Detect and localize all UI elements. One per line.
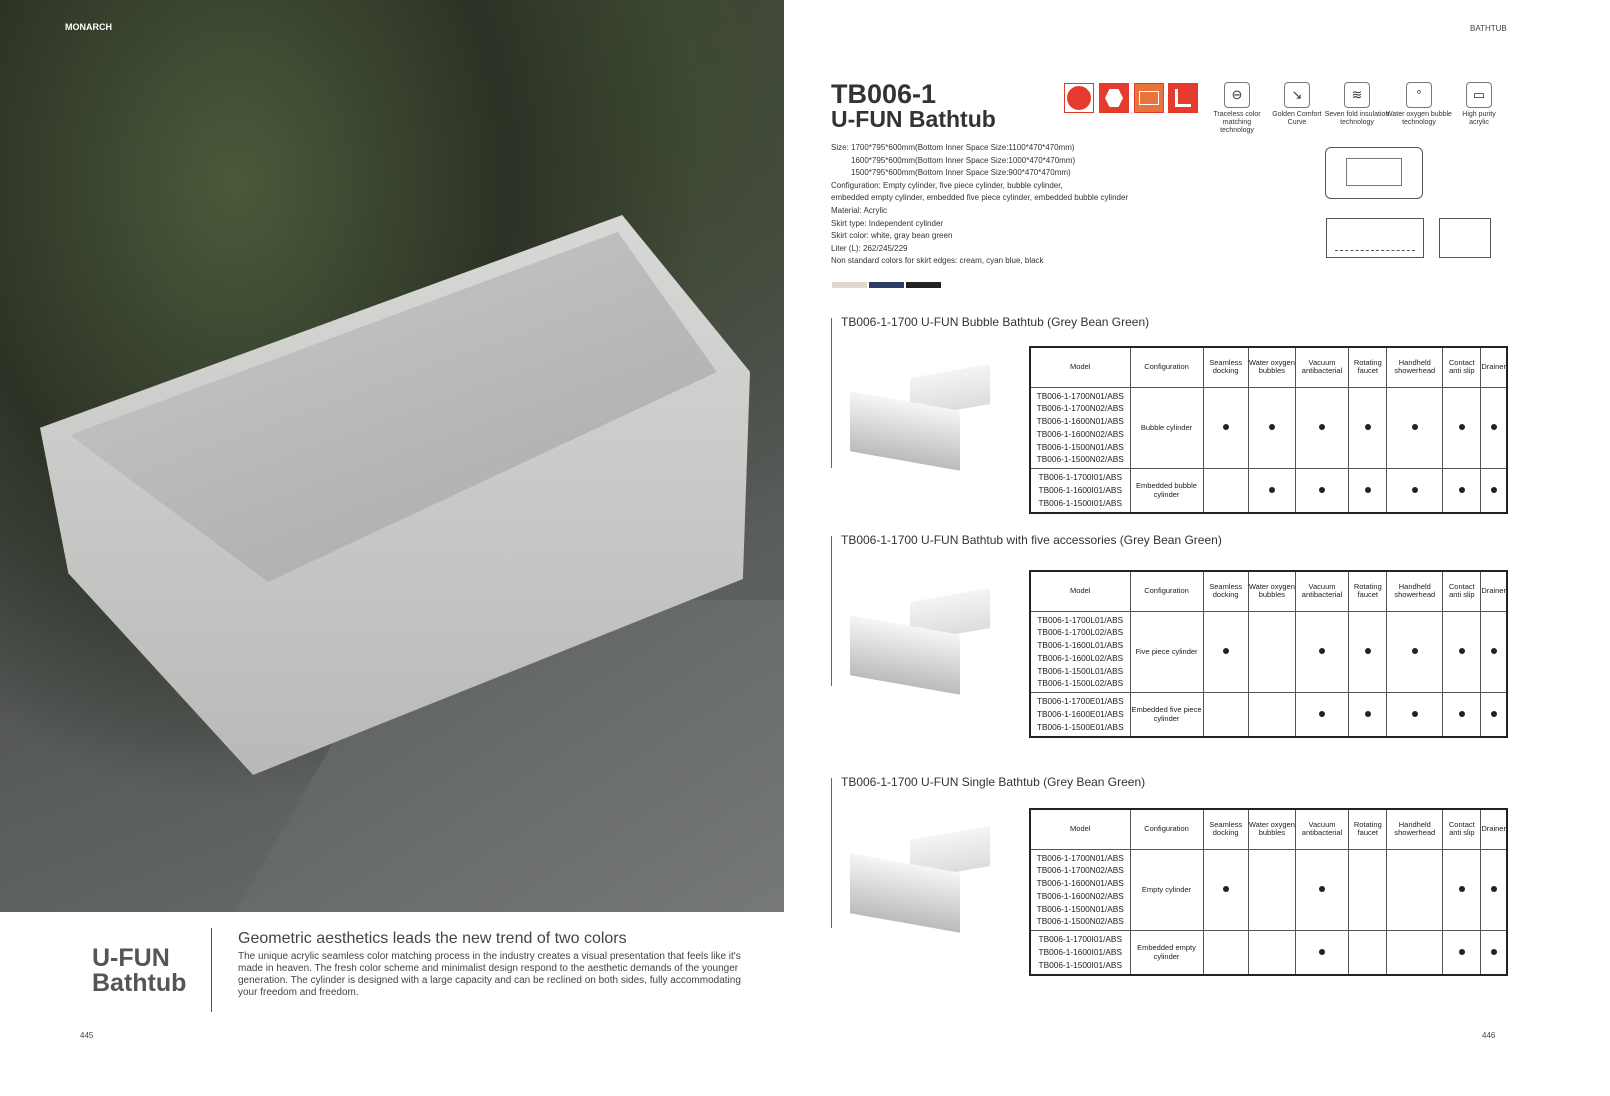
spec-line: 1500*795*600mm(Bottom Inner Space Size:900*470*470mm)	[851, 168, 1071, 178]
included-dot-icon	[1491, 711, 1497, 717]
feature-cell	[1387, 931, 1443, 975]
table-row	[1030, 387, 1507, 469]
column-header: Vacuum antibacterial	[1295, 809, 1348, 849]
model-number: TB006-1-1700I01/ABS	[1038, 934, 1122, 945]
feature-cell	[1295, 611, 1348, 693]
page-number-right: 446	[1482, 1031, 1496, 1040]
section-divider	[831, 536, 832, 686]
feature-cell	[1387, 611, 1443, 693]
feature-cell	[1295, 693, 1348, 737]
feature-bubble	[1384, 82, 1454, 127]
product-thumbnail	[850, 585, 1000, 695]
column-header: Water oxygen bubbles	[1248, 571, 1295, 611]
included-dot-icon	[1319, 424, 1325, 430]
feature-cell	[1248, 469, 1295, 513]
end-view-drawing	[1439, 218, 1491, 258]
feature-cell	[1481, 931, 1507, 975]
feature-cell	[1295, 849, 1348, 931]
feature-cell	[1481, 693, 1507, 737]
column-header: Water oxygen bubbles	[1248, 347, 1295, 387]
feature-cell	[1481, 387, 1507, 469]
included-dot-icon	[1459, 648, 1465, 654]
feature-cell	[1481, 469, 1507, 513]
column-header: Seamless docking	[1203, 571, 1248, 611]
included-dot-icon	[1412, 648, 1418, 654]
model-number: TB006-1-1700E01/ABS	[1036, 696, 1124, 707]
included-dot-icon	[1319, 487, 1325, 493]
included-dot-icon	[1269, 487, 1275, 493]
column-header: Contact anti slip	[1443, 347, 1481, 387]
column-header: Rotating faucet	[1349, 571, 1387, 611]
layers-icon: ≋	[1344, 82, 1370, 108]
included-dot-icon	[1223, 424, 1229, 430]
model-number: TB006-1-1500N01/ABS	[1036, 903, 1124, 914]
feature-label: Golden Comfort Curve	[1272, 111, 1322, 126]
model-number: TB006-1-1700I01/ABS	[1038, 472, 1122, 483]
section-divider	[831, 318, 832, 468]
feature-cell	[1295, 387, 1348, 469]
feature-cell	[1349, 611, 1387, 693]
included-dot-icon	[1223, 648, 1229, 654]
column-header: Water oxygen bubbles	[1248, 809, 1295, 849]
model-title: TB006-1	[831, 79, 937, 109]
feature-label: Water oxygen bubble technology	[1386, 111, 1452, 126]
feature-cell	[1443, 611, 1481, 693]
feature-comfort-curve	[1267, 82, 1327, 127]
model-number: TB006-1-1700N02/ABS	[1036, 865, 1124, 876]
feature-cell	[1248, 931, 1295, 975]
table-row	[1030, 469, 1507, 513]
feature-cell	[1481, 611, 1507, 693]
feature-cell	[1481, 849, 1507, 931]
column-header: Vacuum antibacterial	[1295, 347, 1348, 387]
column-header: Model	[1030, 571, 1130, 611]
page-number-left: 445	[80, 1031, 94, 1040]
acrylic-icon: ▭	[1466, 82, 1492, 108]
model-number: TB006-1-1600N02/ABS	[1036, 428, 1124, 439]
feature-cell	[1248, 611, 1295, 693]
included-dot-icon	[1491, 487, 1497, 493]
table-header	[1030, 347, 1507, 387]
spec-line: Configuration: Empty cylinder, five piece cylinder, bubble cylinder,	[831, 180, 1063, 190]
model-number: TB006-1-1500L02/ABS	[1037, 678, 1124, 689]
column-header: Seamless docking	[1203, 347, 1248, 387]
model-number: TB006-1-1600N01/ABS	[1036, 416, 1124, 427]
spec-line: Non standard colors for skirt edges: cream, cyan blue, black	[831, 256, 1044, 266]
feature-cell	[1203, 469, 1248, 513]
product-name: U-FUN Bathtub	[831, 106, 996, 132]
model-cell	[1030, 849, 1130, 931]
section-title: TB006-1-1700 U-FUN Single Bathtub (Grey Bean Green)	[841, 775, 1146, 789]
spec-line: embedded empty cylinder, embedded five piece cylinder, embedded bubble cylinder	[831, 193, 1129, 203]
model-number: TB006-1-1500E01/ABS	[1036, 721, 1124, 732]
feature-cell	[1387, 849, 1443, 931]
feature-insulation	[1322, 82, 1392, 127]
award-badge-icon	[1099, 83, 1129, 113]
section-title: TB006-1-1700 U-FUN Bathtub with five accessories (Grey Bean Green)	[841, 533, 1222, 547]
swatch-black	[906, 282, 941, 288]
table-header	[1030, 571, 1507, 611]
feature-cell	[1203, 693, 1248, 737]
included-dot-icon	[1269, 424, 1275, 430]
feature-cell	[1248, 849, 1295, 931]
column-header: Model	[1030, 347, 1130, 387]
included-dot-icon	[1412, 424, 1418, 430]
column-header: Configuration	[1130, 571, 1203, 611]
spec-table	[1029, 570, 1508, 738]
feature-cell	[1248, 387, 1295, 469]
feature-cell	[1387, 469, 1443, 513]
spec-line: Material: Acrylic	[831, 205, 888, 215]
column-header: Contact anti slip	[1443, 571, 1481, 611]
spec-table	[1029, 346, 1508, 514]
included-dot-icon	[1365, 648, 1371, 654]
included-dot-icon	[1223, 886, 1229, 892]
included-dot-icon	[1491, 424, 1497, 430]
included-dot-icon	[1319, 648, 1325, 654]
model-number: TB006-1-1700N02/ABS	[1036, 403, 1124, 414]
feature-cell	[1349, 849, 1387, 931]
spec-list	[831, 142, 1128, 268]
category-label: BATHTUB	[1470, 24, 1507, 33]
column-header: Contact anti slip	[1443, 809, 1481, 849]
column-header: Configuration	[1130, 809, 1203, 849]
feature-cell	[1203, 611, 1248, 693]
model-number: TB006-1-1700L01/ABS	[1037, 614, 1124, 625]
column-header: Handheld showerhead	[1387, 347, 1443, 387]
feature-cell	[1295, 931, 1348, 975]
spec-line: Size: 1700*795*600mm(Bottom Inner Space Size:1100*470*470mm)	[831, 143, 1075, 152]
model-number: TB006-1-1600L01/ABS	[1037, 640, 1124, 651]
included-dot-icon	[1491, 886, 1497, 892]
product-thumbnail	[850, 823, 1000, 933]
feature-cell	[1387, 693, 1443, 737]
feature-cell	[1387, 387, 1443, 469]
included-dot-icon	[1491, 949, 1497, 955]
feature-cell	[1443, 469, 1481, 513]
included-dot-icon	[1459, 886, 1465, 892]
model-number: TB006-1-1600L02/ABS	[1037, 652, 1124, 663]
included-dot-icon	[1459, 711, 1465, 717]
feature-cell	[1203, 387, 1248, 469]
model-cell	[1030, 931, 1130, 975]
model-number: TB006-1-1600N02/ABS	[1036, 890, 1124, 901]
included-dot-icon	[1412, 711, 1418, 717]
table-row	[1030, 849, 1507, 931]
feature-cell	[1349, 931, 1387, 975]
left-title	[92, 946, 186, 996]
spec-line: Skirt color: white, gray bean green	[831, 231, 953, 241]
included-dot-icon	[1365, 424, 1371, 430]
feature-cell	[1443, 849, 1481, 931]
feature-cell	[1443, 931, 1481, 975]
feature-label: Seven fold insulation technology	[1324, 111, 1390, 126]
spec-line: Skirt type: Independent cylinder	[831, 218, 944, 228]
feature-traceless	[1207, 82, 1267, 135]
table-row	[1030, 693, 1507, 737]
model-number: TB006-1-1500N02/ABS	[1036, 454, 1124, 465]
included-dot-icon	[1459, 487, 1465, 493]
feature-cell	[1203, 931, 1248, 975]
tagline: Geometric aesthetics leads the new trend of two colors	[238, 930, 627, 947]
feature-cell	[1349, 693, 1387, 737]
model-number: TB006-1-1500I01/ABS	[1038, 959, 1122, 970]
column-header: Drainer	[1481, 347, 1507, 387]
top-view-drawing	[1325, 147, 1423, 199]
column-header: Configuration	[1130, 347, 1203, 387]
feature-cell	[1443, 387, 1481, 469]
design-award-icon	[1134, 83, 1164, 113]
title-line-2: Bathtub	[92, 969, 187, 997]
included-dot-icon	[1319, 886, 1325, 892]
spec-line: 1600*795*600mm(Bottom Inner Space Size:1000*470*470mm)	[851, 155, 1076, 165]
configuration-cell: Embedded five piece cylinder	[1130, 693, 1203, 737]
column-header: Model	[1030, 809, 1130, 849]
included-dot-icon	[1459, 949, 1465, 955]
model-cell	[1030, 693, 1130, 737]
side-view-drawing	[1326, 218, 1424, 258]
feature-label: Traceless color matching technology	[1213, 111, 1261, 134]
award-badge-icon	[1168, 83, 1198, 113]
included-dot-icon	[1491, 648, 1497, 654]
feature-label: High purity acrylic	[1462, 111, 1496, 126]
feature-cell	[1295, 469, 1348, 513]
feature-cell	[1248, 693, 1295, 737]
description: The unique acrylic seamless color matching process in the industry creates a visual presentation that feels like it's made in heaven. The fresh color scheme and minimalist design respond to the aesthetic demands of the younger generation. The cylinder is designed with a large capacity and can be reclined on both sides, fully accommodating your freedom and freedom.	[238, 951, 741, 998]
model-number: TB006-1-1600N01/ABS	[1036, 878, 1124, 889]
award-badge-icon	[1064, 83, 1094, 113]
section-divider	[831, 778, 832, 928]
brand-label: MONARCH	[65, 22, 112, 32]
included-dot-icon	[1319, 949, 1325, 955]
included-dot-icon	[1319, 711, 1325, 717]
bathtub-photo	[0, 0, 784, 912]
included-dot-icon	[1365, 487, 1371, 493]
model-cell	[1030, 387, 1130, 469]
configuration-cell: Embedded empty cylinder	[1130, 931, 1203, 975]
spec-table	[1029, 808, 1508, 976]
included-dot-icon	[1412, 487, 1418, 493]
column-header: Rotating faucet	[1349, 347, 1387, 387]
model-cell	[1030, 469, 1130, 513]
column-header: Drainer	[1481, 571, 1507, 611]
link-icon: ⊖	[1224, 82, 1250, 108]
model-number: TB006-1-1600I01/ABS	[1038, 947, 1122, 958]
column-header: Seamless docking	[1203, 809, 1248, 849]
swatch-cyan-blue	[869, 282, 904, 288]
product-thumbnail	[850, 361, 1000, 471]
feature-cell	[1349, 387, 1387, 469]
model-number: TB006-1-1500I01/ABS	[1038, 497, 1122, 508]
included-dot-icon	[1365, 711, 1371, 717]
model-number: TB006-1-1500L01/ABS	[1037, 665, 1124, 676]
configuration-cell: Empty cylinder	[1130, 849, 1203, 931]
column-header: Rotating faucet	[1349, 809, 1387, 849]
configuration-cell: Five piece cylinder	[1130, 611, 1203, 693]
feature-cell	[1203, 849, 1248, 931]
model-number: TB006-1-1500N02/ABS	[1036, 916, 1124, 927]
recline-icon: ↘	[1284, 82, 1310, 108]
bubbles-icon: °	[1406, 82, 1432, 108]
feature-cell	[1443, 693, 1481, 737]
model-number: TB006-1-1700N01/ABS	[1036, 390, 1124, 401]
model-number: TB006-1-1600E01/ABS	[1036, 709, 1124, 720]
model-number: TB006-1-1600I01/ABS	[1038, 485, 1122, 496]
table-row	[1030, 931, 1507, 975]
swatch-cream	[832, 282, 867, 288]
table-header	[1030, 809, 1507, 849]
title-line-1: U-FUN	[92, 944, 170, 972]
column-header: Vacuum antibacterial	[1295, 571, 1348, 611]
model-number: TB006-1-1700N01/ABS	[1036, 852, 1124, 863]
spec-line: Liter (L): 262/245/229	[831, 243, 908, 253]
feature-acrylic	[1454, 82, 1504, 127]
configuration-cell: Bubble cylinder	[1130, 387, 1203, 469]
table-row	[1030, 611, 1507, 693]
divider	[211, 928, 212, 1012]
model-number: TB006-1-1700L02/ABS	[1037, 627, 1124, 638]
feature-cell	[1349, 469, 1387, 513]
configuration-cell: Embedded bubble cylinder	[1130, 469, 1203, 513]
model-number: TB006-1-1500N01/ABS	[1036, 441, 1124, 452]
included-dot-icon	[1459, 424, 1465, 430]
model-cell	[1030, 611, 1130, 693]
column-header: Handheld showerhead	[1387, 571, 1443, 611]
column-header: Drainer	[1481, 809, 1507, 849]
section-title: TB006-1-1700 U-FUN Bubble Bathtub (Grey Bean Green)	[841, 315, 1150, 329]
column-header: Handheld showerhead	[1387, 809, 1443, 849]
